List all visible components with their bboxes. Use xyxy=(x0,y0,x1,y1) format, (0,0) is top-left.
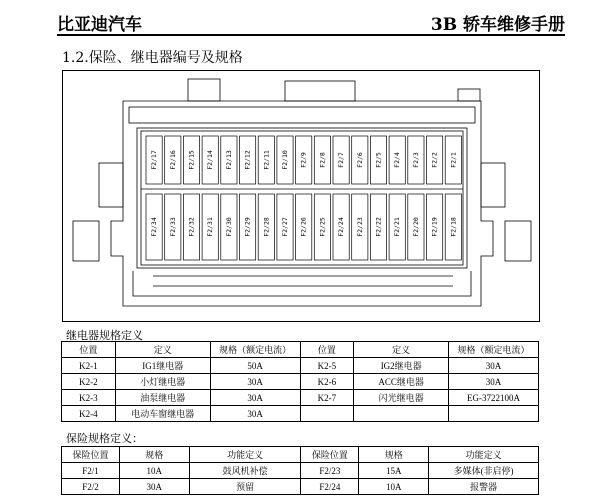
fuse-label: F2/15 xyxy=(187,150,196,170)
table-row xyxy=(62,479,539,495)
table-row xyxy=(62,390,539,406)
fuse-label: F2/34 xyxy=(150,217,159,237)
table-cell: 小灯继电器 xyxy=(115,374,210,390)
fuse-label: F2/20 xyxy=(411,217,420,237)
fuse-label: F2/19 xyxy=(430,217,439,237)
fuse-label: F2/5 xyxy=(374,152,383,168)
fuse-label: F2/4 xyxy=(393,152,402,168)
fuse-label: F2/3 xyxy=(411,152,420,168)
fuse-label: F2/7 xyxy=(337,152,346,168)
fuse-label: F2/9 xyxy=(299,152,308,168)
column-header: 规格 xyxy=(359,447,429,463)
table-row xyxy=(62,463,539,479)
table-cell: K2-3 xyxy=(62,390,116,406)
table-cell: 50A xyxy=(210,358,300,374)
table-cell: ACC继电器 xyxy=(354,374,449,390)
column-header: 规格（额定电流） xyxy=(210,342,300,358)
header-rule xyxy=(57,34,565,36)
fuse-label: F2/13 xyxy=(224,150,233,170)
table-cell: 30A xyxy=(119,479,189,495)
table-cell: 10A xyxy=(119,463,189,479)
table-cell: EG-3722100A xyxy=(449,390,539,406)
header-brand: 比亚迪汽车 xyxy=(57,15,142,35)
fuse-label: F2/2 xyxy=(430,152,439,168)
column-header: 定义 xyxy=(354,342,449,358)
table-cell: 报警器 xyxy=(429,479,539,495)
fuse-spec-table xyxy=(61,446,539,495)
column-header: 定义 xyxy=(115,342,210,358)
table-cell xyxy=(449,406,539,422)
table-cell: 30A xyxy=(210,374,300,390)
fuse-label: F2/30 xyxy=(224,217,233,237)
fuse-box-drawing xyxy=(63,71,539,321)
table-cell: 30A xyxy=(449,358,539,374)
relay-spec-table xyxy=(61,341,539,422)
fuse-label: F2/32 xyxy=(187,217,196,237)
column-header: 保险位置 xyxy=(62,447,120,463)
fuse-label: F2/21 xyxy=(393,217,402,237)
table-cell xyxy=(300,406,354,422)
table-row xyxy=(62,358,539,374)
table-row xyxy=(62,406,539,422)
fuse-label: F2/17 xyxy=(150,150,159,170)
fuse-label: F2/26 xyxy=(299,217,308,237)
fuse-label: F2/12 xyxy=(243,150,252,170)
table-cell: K2-2 xyxy=(62,374,116,390)
relay-table-caption: 继电器规格定义 xyxy=(66,330,143,342)
table-cell: 15A xyxy=(359,463,429,479)
table-cell: K2-6 xyxy=(300,374,354,390)
table-cell: F2/1 xyxy=(62,463,120,479)
fuse-label: F2/23 xyxy=(355,217,364,237)
table-cell: 30A xyxy=(449,374,539,390)
fuse-label: F2/10 xyxy=(281,150,289,170)
table-cell: 油泵继电器 xyxy=(115,390,210,406)
fuse-label: F2/27 xyxy=(281,217,289,237)
fuse-label: F2/1 xyxy=(449,152,458,168)
table-cell: K2-7 xyxy=(300,390,354,406)
fuse-label: F2/25 xyxy=(318,217,327,237)
fuse-label: F2/16 xyxy=(168,150,177,170)
header-manual-title: 3B 轿车维修手册 xyxy=(430,15,565,35)
fuse-label: F2/31 xyxy=(206,217,215,237)
table-header-row xyxy=(62,342,539,358)
table-row xyxy=(62,374,539,390)
table-cell: 30A xyxy=(210,390,300,406)
fuse-label: F2/11 xyxy=(262,150,271,170)
fuse-label: F2/28 xyxy=(262,217,271,237)
fuse-label: F2/8 xyxy=(318,152,327,168)
table-cell: IG1继电器 xyxy=(115,358,210,374)
table-cell: 电动车窗继电器 xyxy=(115,406,210,422)
fuse-label: F2/18 xyxy=(449,217,458,237)
fuse-label: F2/33 xyxy=(168,217,177,237)
fuse-label: F2/14 xyxy=(206,150,215,170)
column-header: 保险位置 xyxy=(301,447,359,463)
table-cell xyxy=(354,406,449,422)
table-cell: 鼓风机补偿 xyxy=(189,463,301,479)
fuse-table-caption: 保险规格定义： xyxy=(66,433,143,445)
table-cell: F2/23 xyxy=(301,463,359,479)
section-title: 1.2.保险、继电器编号及规格 xyxy=(62,50,243,66)
column-header: 功能定义 xyxy=(429,447,539,463)
table-cell: K2-1 xyxy=(62,358,116,374)
table-cell: 10A xyxy=(359,479,429,495)
table-cell: 30A xyxy=(210,406,300,422)
fuse-label: F2/24 xyxy=(337,217,346,237)
table-header-row xyxy=(62,447,539,463)
table-cell: K2-4 xyxy=(62,406,116,422)
table-cell: F2/24 xyxy=(301,479,359,495)
table-cell: F2/2 xyxy=(62,479,120,495)
column-header: 规格（额定电流） xyxy=(449,342,539,358)
fuse-label: F2/22 xyxy=(374,217,383,237)
fuse-box-figure xyxy=(62,70,540,322)
column-header: 位置 xyxy=(62,342,116,358)
fuse-label: F2/29 xyxy=(243,217,252,237)
table-cell: 闪光继电器 xyxy=(354,390,449,406)
column-header: 功能定义 xyxy=(189,447,301,463)
table-cell: 多媒体(非启停) xyxy=(429,463,539,479)
table-cell: K2-5 xyxy=(300,358,354,374)
column-header: 位置 xyxy=(300,342,354,358)
table-cell: IG2继电器 xyxy=(354,358,449,374)
column-header: 规格 xyxy=(119,447,189,463)
table-cell: 预留 xyxy=(189,479,301,495)
fuse-label: F2/6 xyxy=(355,152,364,168)
